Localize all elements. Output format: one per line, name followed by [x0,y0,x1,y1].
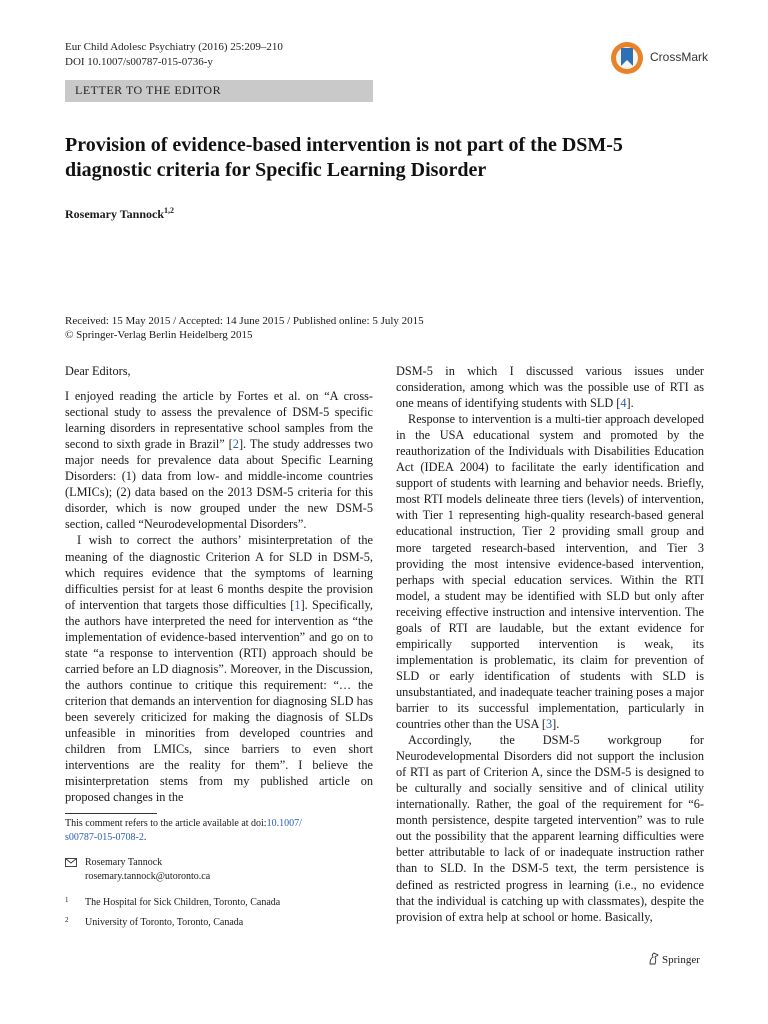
article-doi[interactable]: DOI 10.1007/s00787-015-0736-y [65,56,213,68]
paragraph: I enjoyed reading the article by Fortes et al. on “A cross-sectional study to assess the prevalence of DSM-5 specific learning disorders in representative school samples from the second to sixth grade in Brazil” [2]. The study addresses two major needs for prevalence data about Specific Learning Disorders: (1) data from low- and middle-income countries (LMICs); (2) data based on the 2013 DSM-5 criteria for this disorder, which is now grouped under the new DSM-5 section, called “Neurodevelopmental Disorders”. [65,389,374,532]
crossmark-label: CrossMark [650,50,709,64]
body-column-left [65,363,373,805]
section-label: LETTER TO THE EDITOR [75,83,222,97]
citation-link[interactable]: 3 [545,717,553,732]
paragraph: Response to intervention is a multi-tier approach developed in the USA educational system and promoted by the reauthorization of the Individuals with Disabilities Education Act (IDEA 2004) to facilitate the early identification and support of students with learning and behavior needs. Briefly, most RTI models delineate three tiers (levels) of intervention, with Tier 1 representing high-quality research-based general educational instruction, Tier 2 providing small group and more targeted research-based intervention, and Tier 3 providing the most intensive evidence-based intervention, perhaps with special education services. Within the RTI model, a student may be identified with SLD but only after receiving effective instruction and intensive intervention. The goals of RTI are laudable, but the extant evidence for empirically supported intervention is weak, its implementation is problematic, its claim for prevention of SLD or early identification of students with SLD is unsubstantiated, and inadequate teacher training poses a major barrier to its successful implementation, particularly in countries other than the USA [3]. [396,412,704,732]
history-dates: Received: 15 May 2015 / Accepted: 14 June 2015 / Published online: 5 July 2015 [65,315,424,327]
footnote-divider [65,813,157,814]
doi-link[interactable]: s00787-015-0708-2 [65,832,144,843]
salutation: Dear Editors, [65,364,131,378]
title-line-2: diagnostic criteria for Specific Learning Disorder [65,159,487,181]
paragraph: I wish to correct the authors’ misinterpretation of the meaning of the diagnostic Criterion A for SLD in DSM-5, which requires evidence that the symptoms of learning difficulties persist for at least 6 months despite the provision of intervention that targets those difficulties [1]. Specifically, the authors have interpreted the need for intervention as “the implementation of evidence-based intervention” and go on to state “a response to intervention (RTI) approach should be carried before an LD diagnosis”. Moreover, in the Discussion, the authors continue to critique this requirement: “… the criterion that demands an intervention for diagnosing SLD has been severely criticized for making the diagnosis of SLDs unfeasible in minorities from developed countries and children from LMICs, since barriers to even short interventions are the reality for them”. I believe the misinterpretation stems from my published article on proposed changes in the [65,533,374,805]
affiliation-item [65,916,365,930]
author-name: Rosemary Tannock [65,207,165,221]
author-affiliation-refs[interactable]: 1,2 [164,206,175,215]
citation-link[interactable]: 1 [294,597,301,612]
doi-link[interactable]: 10.1007/ [266,818,302,829]
section-banner [65,80,373,102]
publication-dates [65,314,705,342]
correspondence [65,856,365,886]
publisher-name: Springer [662,954,700,966]
springer-horse-icon [648,952,659,965]
affiliation-number: 1 [65,896,69,904]
crossmark-badge[interactable] [610,40,750,76]
correspondent-name: Rosemary Tannock [85,857,163,868]
comment-note: This comment refers to the article available at doi:10.1007/ s00787-015-0708-2. [65,818,302,843]
paragraph: DSM-5 in which I discussed various issues under consideration, among which was the possible use of RTI as one means of identifying students with SLD [4]. [396,364,704,411]
crossmark-icon [610,40,644,76]
correspondent-email[interactable]: rosemary.tannock@utoronto.ca [85,871,211,882]
citation-link[interactable]: 2 [232,437,239,452]
article-title [65,133,705,183]
citation-link[interactable]: 4 [620,396,627,411]
journal-citation: Eur Child Adolesc Psychiatry (2016) 25:209–210 [65,41,283,53]
envelope-icon [65,858,77,867]
affiliation-item [65,896,365,910]
author-byline [65,206,174,222]
paragraph: Accordingly, the DSM-5 workgroup for Neurodevelopmental Disorders did not support the inclusion of RTI as part of Criterion A, since the DSM-5 is designed to be culturally and socially sensitive and of clinical utility internationally. Rather, the goal of the requirement for “6-month persistence, despite targeted intervention” was to rule out the possibility that the apparent learning difficulties were better attributable to lack of or inadequate instruction rather than to SLD. In the DSM-5 text, the term persistence is defined as restricted progress in learning (i.e., no evidence that the individual is catching up with classmates), despite the provision of extra help at school or home. Basically, [396,733,704,924]
affiliation-text: University of Toronto, Toronto, Canada [85,917,244,928]
title-line-1: Provision of evidence-based intervention is not part of the DSM-5 [65,134,623,156]
publisher-mark [648,952,700,966]
body-column-right [396,363,704,925]
affiliation-number: 2 [65,916,69,924]
copyright-line: © Springer-Verlag Berlin Heidelberg 2015 [65,329,253,341]
affiliation-text: The Hospital for Sick Children, Toronto, Canada [85,897,281,908]
